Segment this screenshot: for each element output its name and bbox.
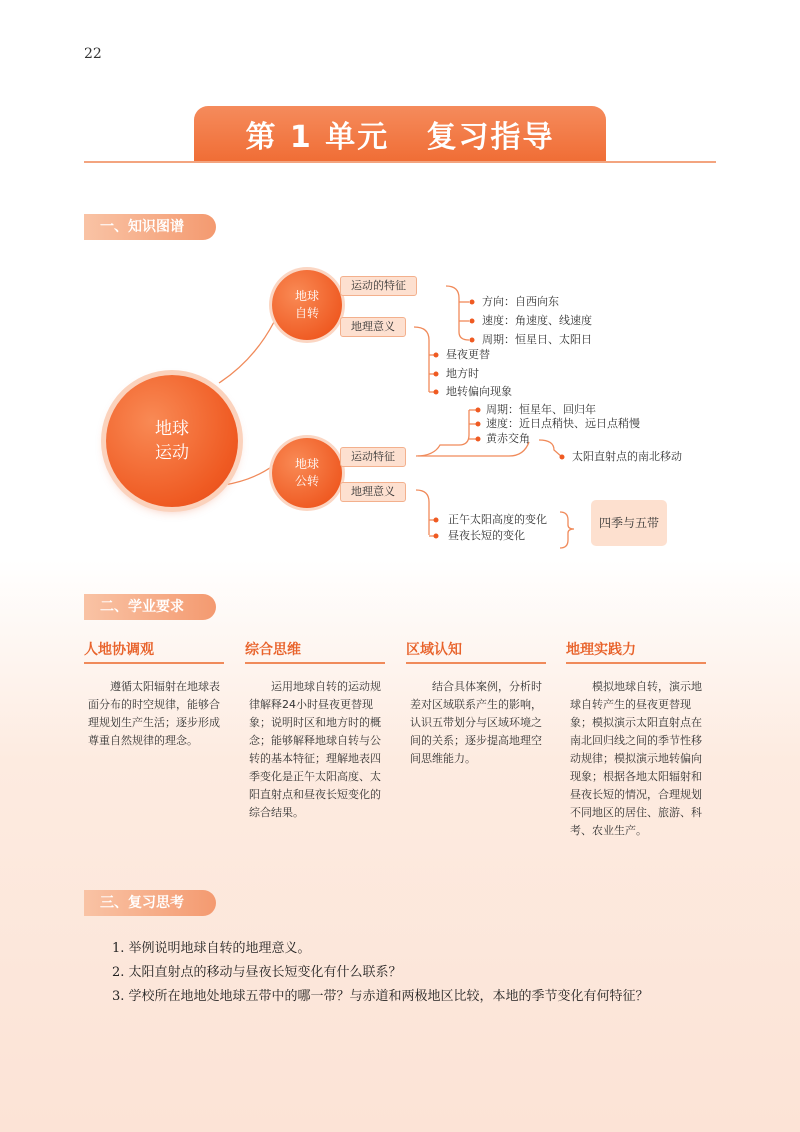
literacy-rule: [245, 662, 385, 664]
revolution-motion-item: 周期：恒星年、回归年: [486, 403, 596, 416]
literacy-rule: [84, 662, 224, 664]
rotation-meaning-item: 地转偏向现象: [446, 385, 512, 398]
literacy-rule: [406, 662, 546, 664]
root-line-2: 运动: [155, 443, 189, 463]
obliquity-effect: 太阳直射点的南北移动: [572, 450, 682, 463]
revolution-meaning-tag: 地理意义: [340, 482, 406, 502]
rotation-meaning-item: 昼夜更替: [446, 348, 490, 361]
rotation-meaning-item: 地方时: [446, 367, 479, 380]
rotation-meaning-tag: 地理意义: [340, 317, 406, 337]
literacy-body: 遵循太阳辐射在地球表面分布的时空规律，能够合理规划生产生活；逐步形成尊重自然规律的理念。: [88, 680, 220, 747]
question-item: 3. 学校所在地地处地球五带中的哪一带？与赤道和两极地区比较，本地的季节变化有何特征？: [112, 989, 649, 1004]
root-line-1: 地球: [155, 419, 189, 439]
section-header-knowledge: 一、知识图谱: [84, 214, 216, 240]
knowledge-mindmap: [84, 250, 724, 570]
revolution-meaning-item: 昼夜长短的变化: [448, 529, 525, 542]
literacy-title: 综合思维: [245, 642, 301, 658]
unit-title-banner: [194, 106, 606, 162]
rotation-motion-item: 周期：恒星日、太阳日: [482, 333, 592, 346]
literacy-title: 人地协调观: [84, 642, 154, 658]
node-revolution: [272, 438, 342, 508]
node-rotation: [272, 270, 342, 340]
literacy-rule: [566, 662, 706, 664]
revolution-line-2: 公转: [294, 474, 319, 488]
question-item: 1. 举例说明地球自转的地理意义。: [112, 941, 311, 956]
title-divider: [84, 161, 716, 163]
literacy-column: [406, 640, 546, 768]
revolution-meaning-item: 正午太阳高度的变化: [448, 513, 547, 526]
review-questions: [112, 938, 712, 1010]
literacy-column: [566, 640, 706, 840]
literacy-body: 运用地球自转的运动规律解释24小时昼夜更替现象；说明时区和地方时的概念；能够解释地球自转与公转的基本特征；理解地表四季变化是正午太阳高度、太阳直射点和昼夜长短变化的综合结果。: [249, 680, 381, 819]
section-header-review: 三、复习思考: [84, 890, 216, 916]
literacy-title: 区域认知: [406, 642, 462, 658]
revolution-line-1: 地球: [294, 457, 319, 471]
question-item: 2. 太阳直射点的移动与昼夜长短变化有什么联系？: [112, 965, 402, 980]
rotation-motion-item: 速度：角速度、线速度: [482, 314, 592, 327]
rotation-line-2: 自转: [294, 306, 319, 320]
page-number: 22: [84, 46, 102, 62]
rotation-motion-item: 方向：自西向东: [482, 295, 559, 308]
literacy-column: [245, 640, 385, 822]
rotation-motion-tag: 运动的特征: [340, 276, 417, 296]
seasons-zones-box: 四季与五带: [591, 500, 667, 546]
literacy-column: [84, 640, 224, 750]
unit-title: 第 1 单元 复习指导: [245, 120, 555, 155]
section-header-requirements: 二、学业要求: [84, 594, 216, 620]
literacy-body: 结合具体案例，分析时差对区域联系产生的影响，认识五带划分与区域环境之间的关系；逐步提高地理空间思维能力。: [410, 680, 542, 765]
literacy-body: 模拟地球自转，演示地球自转产生的昼夜更替现象；模拟演示太阳直射点在南北回归线之间的季节性移动规律；模拟演示地转偏向现象；根据各地太阳辐射和昼夜长短的情况，合理规划不同地区的居住、旅游、科考、农业生产。: [570, 680, 702, 837]
literacy-title: 地理实践力: [566, 642, 636, 658]
revolution-motion-item: 黄赤交角: [486, 432, 530, 445]
rotation-line-1: 地球: [294, 289, 319, 303]
revolution-motion-item: 速度：近日点稍快、远日点稍慢: [486, 417, 640, 430]
revolution-motion-tag: 运动特征: [340, 447, 406, 467]
root-node-earth-motion: [106, 375, 238, 507]
